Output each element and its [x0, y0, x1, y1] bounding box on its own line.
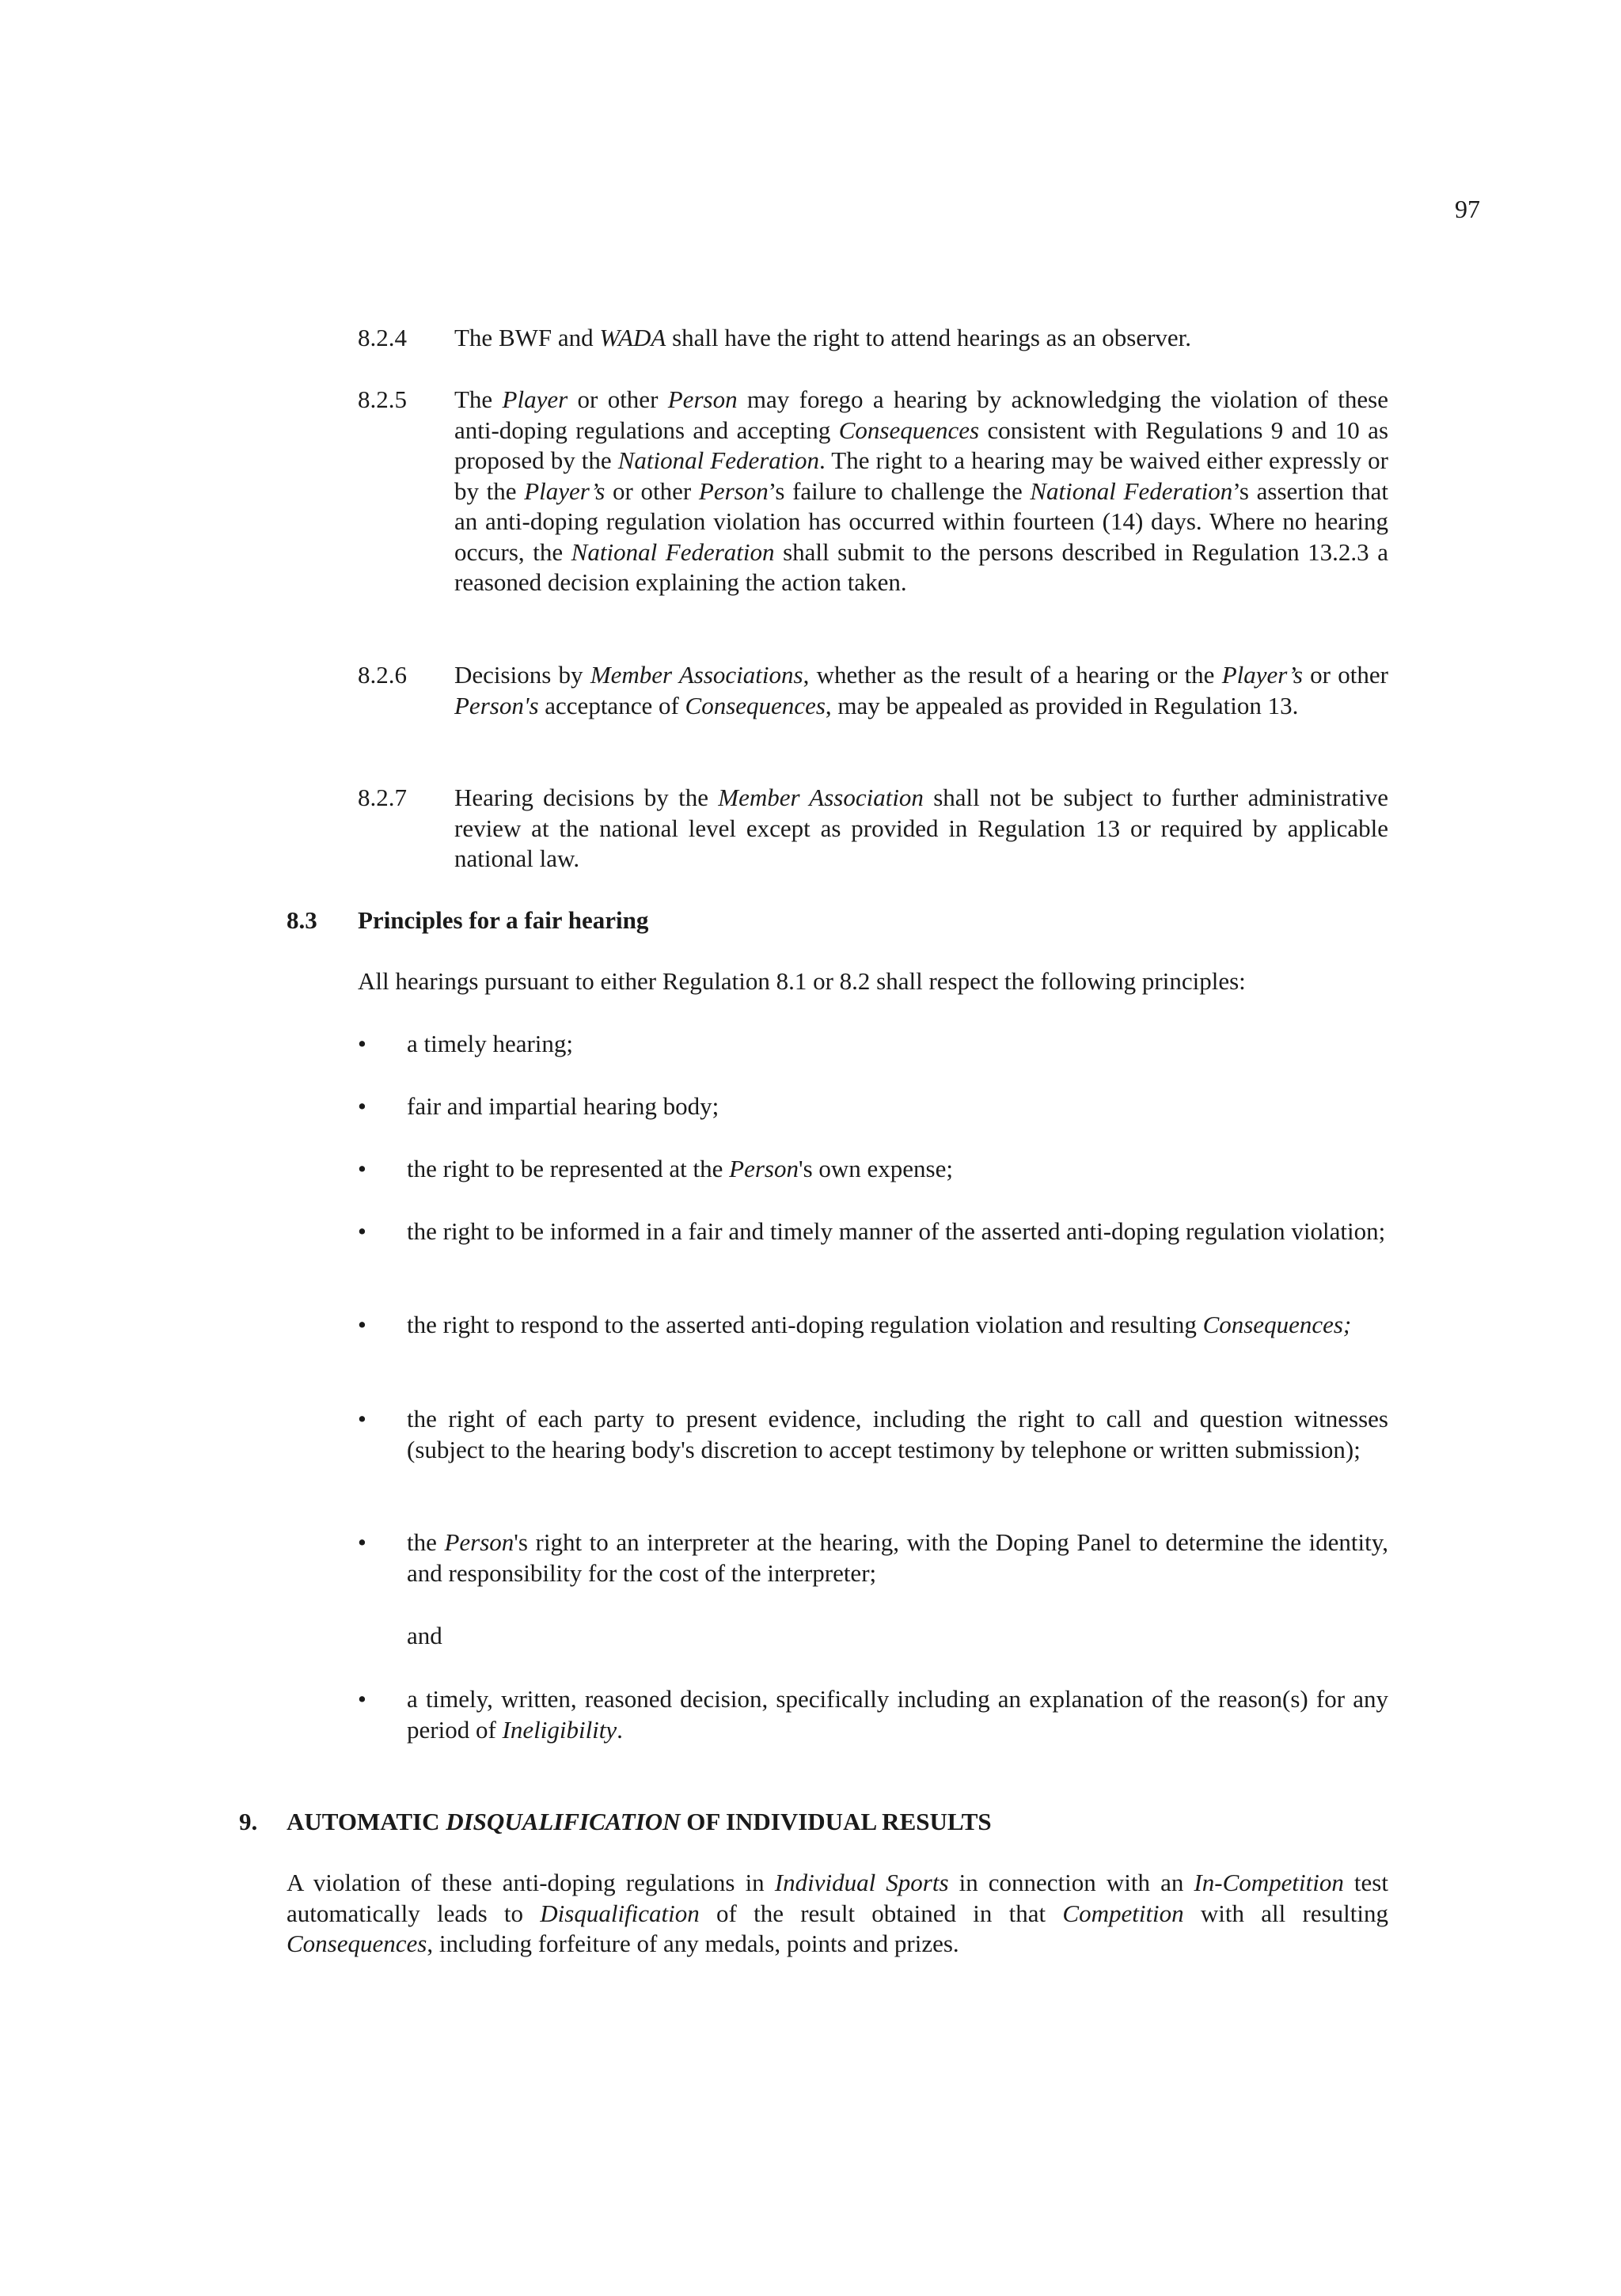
italic-term: National Federation — [617, 446, 820, 474]
italic-term: Person's — [454, 691, 539, 719]
text-run: , including forfeiture of any medals, points and prizes. — [427, 1930, 959, 1957]
text-run: of the result obtained in that — [699, 1899, 1063, 1927]
text-run: , may be appealed as provided in Regulation 13. — [825, 691, 1299, 719]
clause-number: 8.2.7 — [358, 784, 407, 811]
bullet-text — [407, 1684, 1388, 1745]
italic-term: Member Associations — [590, 661, 803, 689]
bullet-marker: • — [358, 1528, 366, 1556]
text-run: acceptance of — [538, 691, 685, 719]
text-run: , whether as the result of a hearing or the — [803, 661, 1222, 689]
bullet-text — [407, 1310, 1388, 1341]
text-run: ’s failure to challenge the — [768, 476, 1031, 505]
text-run: 's right to an interpreter at the hearing, with the Doping Panel to determine the identity, and responsibility for the cost of the interpreter; — [407, 1528, 1388, 1587]
bullet-text — [407, 1154, 1388, 1185]
section-heading — [287, 1807, 992, 1838]
text-run: or other — [1302, 661, 1388, 689]
section-body — [287, 1868, 1388, 1960]
text-run: the right to be informed in a fair and timely manner of the asserted anti-doping regulation violation; — [407, 1217, 1386, 1245]
text-run: in connection with an — [948, 1869, 1194, 1896]
bullet-marker: • — [358, 1405, 366, 1433]
italic-term: Consequences — [838, 416, 980, 444]
bullet-text — [407, 1404, 1388, 1465]
italic-term: DISQUALIFICATION — [446, 1808, 681, 1835]
text-run: ’s assertion that an anti-doping regulation violation has occurred within fourteen (14) days. Where no hearing occurs, the — [454, 476, 1388, 566]
text-run: the right of each party to present evidence, including the right to call and question witnesses (subject to the hearing body's discretion to accept testimony by telephone or written submission); — [407, 1405, 1388, 1463]
section-number: 9. — [239, 1808, 258, 1835]
italic-term: Person — [444, 1528, 514, 1556]
bullet-text — [407, 1528, 1388, 1588]
text-run: . — [617, 1715, 623, 1744]
italic-term: Consequences; — [1202, 1311, 1352, 1338]
text-run: shall submit to the persons described in Regulation 13.2.3 a reasoned decision explaining the action taken. — [454, 537, 1388, 596]
italic-term: Player — [502, 385, 568, 413]
italic-term: Competition — [1062, 1899, 1184, 1927]
bullet-marker: • — [358, 1217, 366, 1245]
bullet-marker: • — [358, 1685, 366, 1713]
italic-term: Disqualification — [540, 1899, 700, 1927]
text-run: shall have the right to attend hearings as an observer. — [666, 324, 1192, 351]
italic-term: Individual Sports — [774, 1869, 949, 1896]
bullet-marker: • — [358, 1092, 366, 1120]
bullet-marker: • — [358, 1155, 366, 1182]
text-run: 's own expense; — [798, 1155, 953, 1182]
text-run: The BWF and — [454, 324, 600, 351]
section-number: 8.3 — [287, 906, 317, 934]
clause-text — [454, 660, 1388, 721]
italic-term: Ineligibility — [502, 1715, 617, 1744]
conjunction-and: and — [407, 1622, 442, 1649]
text-run: the right to be represented at the — [407, 1155, 730, 1182]
text-run: or other — [568, 385, 668, 413]
text-run: a timely, written, reasoned decision, specifically including an explanation of the reason(s) for any period of — [407, 1685, 1388, 1744]
section-heading: Principles for a fair hearing — [358, 906, 649, 934]
text-run: Hearing decisions by the — [454, 784, 719, 811]
text-run: OF INDIVIDUAL RESULTS — [680, 1808, 992, 1835]
italic-term: National Federation — [571, 537, 775, 566]
text-run: the right to respond to the asserted anti-doping regulation violation and resulting — [407, 1311, 1203, 1338]
italic-term: WADA — [599, 324, 666, 351]
italic-term: Consequences — [685, 691, 826, 719]
bullet-marker: • — [358, 1030, 366, 1057]
text-run: shall not be subject to further administrative review at the national level except as provided in Regulation 13 or required by applicable national law. — [454, 784, 1388, 872]
section-intro: All hearings pursuant to either Regulation 8.1 or 8.2 shall respect the following principles: — [358, 967, 1246, 995]
bullet-text — [407, 1091, 1388, 1122]
italic-term: Member Association — [718, 784, 924, 811]
italic-term: Person — [729, 1155, 799, 1182]
italic-term: Person — [698, 476, 769, 505]
bullet-text — [407, 1216, 1388, 1247]
text-run: a timely hearing; — [407, 1030, 574, 1057]
page-number: 97 — [1455, 195, 1480, 223]
italic-term: Consequences — [287, 1930, 427, 1957]
italic-term: Player’s — [1221, 661, 1303, 689]
text-run: A violation of these anti-doping regulations in — [287, 1869, 775, 1896]
text-run: AUTOMATIC — [287, 1808, 446, 1835]
text-run: may forego a hearing by acknowledging the violation of these anti-doping regulations and accepting — [454, 385, 1388, 444]
clause-number: 8.2.4 — [358, 324, 407, 351]
italic-term: Person — [667, 385, 738, 413]
clause-text — [454, 385, 1388, 598]
text-run: or other — [605, 476, 699, 505]
bullet-text — [407, 1029, 1388, 1060]
italic-term: National Federation — [1030, 476, 1233, 505]
bullet-marker: • — [358, 1311, 366, 1338]
clause-number: 8.2.6 — [358, 661, 407, 689]
clause-number: 8.2.5 — [358, 385, 407, 413]
text-run: with all resulting — [1183, 1899, 1388, 1927]
clause-text — [454, 783, 1388, 875]
text-run: The — [454, 385, 503, 413]
text-run: the — [407, 1528, 445, 1556]
text-run: test automatically leads to — [287, 1869, 1388, 1927]
text-run: fair and impartial hearing body; — [407, 1092, 719, 1120]
text-run: . The right to a hearing may be waived either expressly or by the — [454, 446, 1388, 505]
italic-term: Player’s — [524, 476, 606, 505]
clause-text — [454, 323, 1388, 354]
text-run: consistent with Regulations 9 and 10 as proposed by the — [454, 416, 1389, 474]
italic-term: In-Competition — [1194, 1869, 1344, 1896]
text-run: Decisions by — [454, 661, 590, 689]
